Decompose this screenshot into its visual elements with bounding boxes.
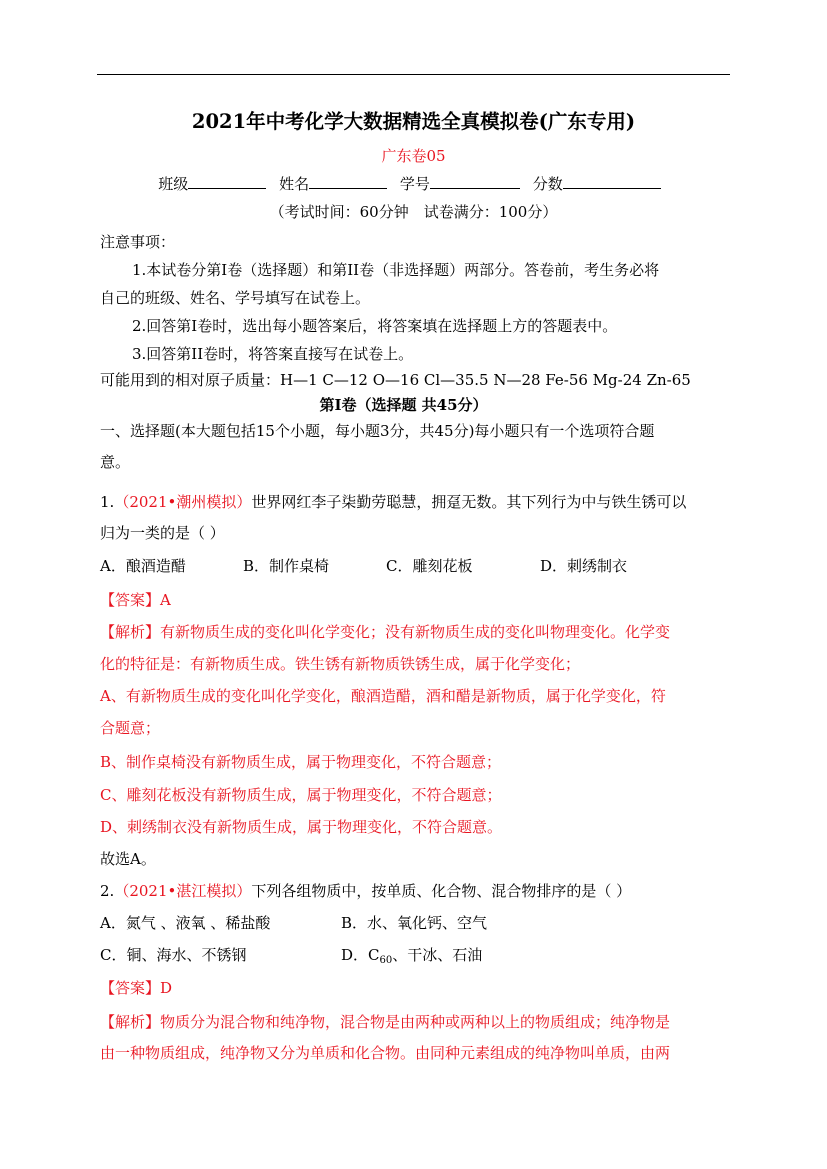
q2-option-d (341, 945, 482, 971)
q1-analysis-4: 合题意； (100, 719, 161, 737)
q2-answer: 【答案】D (100, 979, 173, 997)
q1-answer: 【答案】A (100, 591, 171, 609)
question-1-options (100, 556, 627, 576)
q1-option-d: D．刺绣制衣 (540, 557, 628, 575)
q2-option-b: B．水、氧化钙、空气 (341, 914, 488, 932)
student-id-blank[interactable] (430, 174, 520, 189)
q2-option-c: C．铜、海水、不锈钢 (100, 946, 247, 964)
score-blank[interactable] (563, 174, 661, 189)
section-heading: 第I卷（选择题 共45分） (319, 396, 488, 414)
name-blank[interactable] (309, 174, 387, 189)
q2-option-a: A．氮气 、液氧 、稀盐酸 (100, 914, 271, 932)
q1-analysis-3: A、有新物质生成的变化叫化学变化，酿酒造醋，酒和醋是新物质，属于化学变化，符 (100, 687, 666, 705)
student-id-label: 学号 (399, 175, 430, 193)
page-title: 2021年中考化学大数据精选全真模拟卷(广东专用) (191, 110, 636, 133)
q2-options-row-1 (100, 913, 487, 933)
header-rule (97, 74, 730, 75)
q2-analysis-2: 由一种物质组成，纯净物又分为单质和化合物。由同种元素组成的纯净物叫单质，由两 (100, 1044, 671, 1062)
class-label: 班级 (158, 175, 189, 193)
question-2-number: 2. (100, 882, 115, 900)
q1-option-b: B．制作桌椅 (243, 557, 330, 575)
q1-analysis-7: D、刺绣制衣没有新物质生成，属于物理变化，不符合题意。 (100, 818, 503, 836)
note-1: 1.本试卷分第I卷（选择题）和第II卷（非选择题）两部分。答卷前，考生务必将 (132, 261, 660, 279)
atomic-mass: 可能用到的相对原子质量：H—1 C—12 O—16 Cl—35.5 N—28 Fe-56 Mg-24 Zn-65 (100, 371, 691, 389)
question-2-text: 下列各组物质中，按单质、化合物、混合物排序的是（ ） (251, 882, 632, 900)
q2-option-d-suffix: 、干冰、石油 (392, 946, 483, 964)
question-2-stem (100, 881, 631, 901)
q1-option-c: C．雕刻花板 (386, 557, 473, 575)
q1-analysis-2: 化的特征是：有新物质生成。铁生锈有新物质铁锈生成，属于化学变化； (100, 655, 581, 673)
question-1-stem (100, 492, 686, 512)
exam-info: （考试时间：60分钟 试卷满分：100分） (269, 203, 558, 221)
student-info-row (0, 174, 827, 194)
section-intro-1: 一、选择题(本大题包括15个小题，每小题3分，共45分)每小题只有一个选项符合题 (100, 422, 655, 440)
question-1-source: （2021•潮州模拟） (114, 493, 252, 511)
score-label: 分数 (532, 175, 563, 193)
class-blank[interactable] (188, 174, 266, 189)
q2-analysis-1: 【解析】物质分为混合物和纯净物，混合物是由两种或两种以上的物质组成；纯净物是 (100, 1013, 671, 1031)
q1-option-a: A．酿酒造醋 (100, 557, 186, 575)
note-1-cont: 自己的班级、姓名、学号填写在试卷上。 (100, 289, 371, 307)
q1-analysis-1: 【解析】有新物质生成的变化叫化学变化；没有新物质生成的变化叫物理变化。化学变 (100, 623, 671, 641)
section-intro-2: 意。 (100, 453, 131, 471)
q2-option-d-prefix: D．C (341, 946, 380, 964)
question-1-number: 1. (100, 493, 115, 511)
notes-heading: 注意事项： (100, 233, 176, 251)
question-1-stem-cont: 归为一类的是（ ） (100, 524, 225, 542)
q1-analysis-6: C、雕刻花板没有新物质生成，属于物理变化，不符合题意； (100, 786, 502, 804)
name-label: 姓名 (279, 175, 310, 193)
question-1-text: 世界网红李子柒勤劳聪慧，拥趸无数。其下列行为中与铁生锈可以 (251, 493, 687, 511)
note-3: 3.回答第II卷时，将答案直接写在试卷上。 (132, 345, 414, 363)
q1-analysis-5: B、制作桌椅没有新物质生成，属于物理变化，不符合题意； (100, 753, 502, 771)
q2-option-d-subscript: 60 (379, 955, 393, 966)
note-2: 2.回答第I卷时，选出每小题答案后，将答案填在选择题上方的答题表中。 (132, 317, 618, 335)
q1-conclusion: 故选A。 (100, 850, 156, 868)
paper-subtitle: 广东卷05 (381, 147, 446, 165)
q2-options-row-2 (100, 945, 482, 971)
question-2-source: （2021•湛江模拟） (114, 882, 252, 900)
